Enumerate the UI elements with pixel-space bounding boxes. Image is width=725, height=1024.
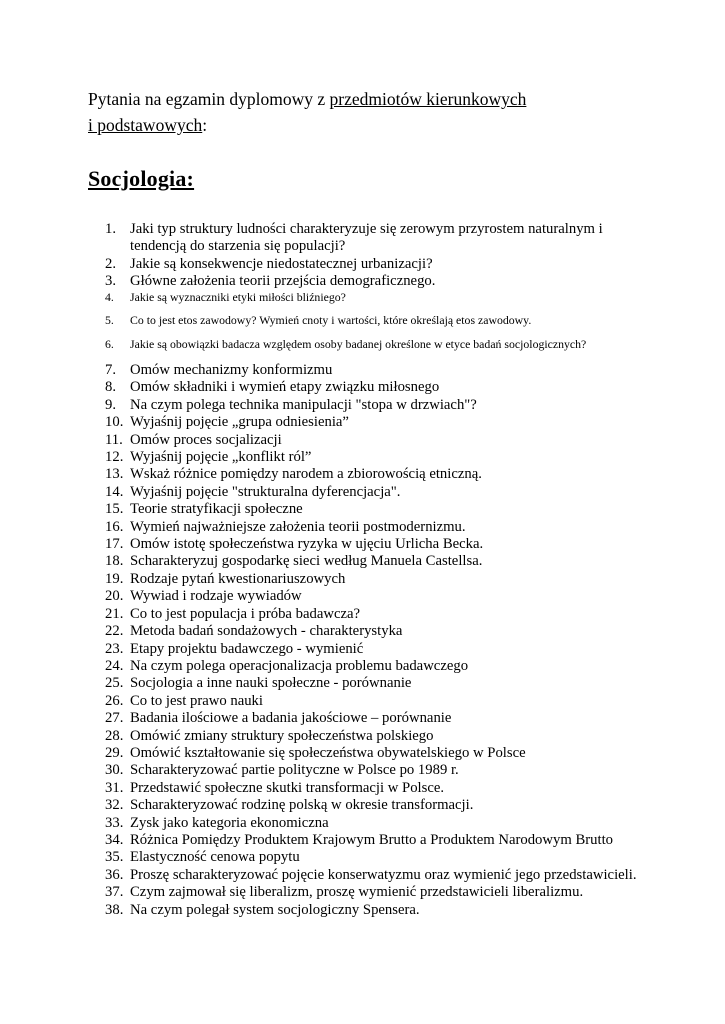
list-item-text: Zysk jako kategoria ekonomiczna [130,814,329,831]
list-item [105,623,655,640]
list-item [105,338,655,352]
list-item [105,606,655,623]
list-item-text: Badania ilościowe a badania jakościowe – porównanie [130,710,452,727]
list-item-number: 4. [105,289,114,304]
list-item-text: Jakie są obowiązki badacza względem osoby badanej określone w etyce badań socjologicznych? [130,337,587,352]
list-item [105,710,655,727]
list-item-number: 14. [105,483,124,500]
list-item-number: 12. [105,449,124,466]
list-item-number: 34. [105,831,124,848]
list-item-text: Socjologia a inne nauki społeczne - porównanie [130,675,412,692]
list-item-text: Co to jest prawo nauki [130,692,263,709]
list-item-text: Omów mechanizmy konformizmu [130,362,333,379]
list-item-text: Omów proces socjalizacji [130,431,282,448]
list-item-text: Jakie są wyznaczniki etyki miłości bliźniego? [130,289,346,304]
list-item-number: 8. [105,379,117,396]
list-item-number: 23. [105,640,124,657]
list-item-number: 36. [105,866,124,883]
page-title [88,86,655,138]
list-item-text: Omówić kształtowanie się społeczeństwa obywatelskiego w Polsce [130,744,526,761]
list-item-number: 1. [105,221,117,237]
list-item-number: 31. [105,779,124,796]
list-item-text: Rodzaje pytań kwestionariuszowych [130,570,346,587]
list-item-text: Elastyczność cenowa popytu [130,849,300,866]
list-item-number: 37. [105,884,124,901]
list-item-number: 16. [105,518,124,535]
list-item-text: Różnica Pomiędzy Produktem Krajowym Brutto a Produktem Narodowym Brutto [130,831,613,848]
list-item [105,273,655,290]
list-item-text: Omów składniki i wymień etapy związku miłosnego [130,379,440,396]
list-item-text: Scharakteryzuj gospodarkę sieci według Manuela Castellsa. [130,553,483,570]
list-item [105,536,655,553]
list-item-text: Etapy projektu badawczego - wymienić [130,640,364,657]
list-item-number: 30. [105,762,124,779]
list-item [105,432,655,449]
list-item [105,832,655,849]
list-item [105,221,655,256]
list-item [105,780,655,797]
list-item-number: 13. [105,466,124,483]
list-item-text: Teorie stratyfikacji społeczne [130,501,303,518]
list-item-number: 20. [105,588,124,605]
list-item-text: Wskaż różnice pomiędzy narodem a zbiorowością etniczną. [130,466,482,483]
list-item-text: Jaki typ struktury ludności charakteryzuje się zerowym przyrostem naturalnym i tendencją do starzenia się populacji? [130,221,603,255]
list-item [105,849,655,866]
list-item-text: Scharakteryzować rodzinę polską w okresie transformacji. [130,797,474,814]
list-item-text: Wyjaśnij pojęcie „grupa odniesienia” [130,414,349,431]
list-item-text: Przedstawić społeczne skutki transformacji w Polsce. [130,779,445,796]
list-item-text: Jakie są konsekwencje niedostatecznej urbanizacji? [130,255,433,272]
list-item [105,501,655,518]
list-item-text: Wyjaśnij pojęcie „konflikt ról” [130,449,312,466]
list-item [105,762,655,779]
list-item-text: Co to jest populacja i próba badawcza? [130,605,361,622]
list-item-text: Omówić zmiany struktury społeczeństwa polskiego [130,727,434,744]
list-item-number: 9. [105,396,117,413]
list-item-text: Wyjaśnij pojęcie "strukturalna dyferencjacja". [130,483,401,500]
list-item-text: Metoda badań sondażowych - charakterystyka [130,623,403,640]
list-item [105,745,655,762]
list-item [105,553,655,570]
list-item [105,797,655,814]
list-item [105,256,655,273]
list-item [105,815,655,832]
list-item [105,658,655,675]
list-item [105,867,655,884]
list-item-number: 29. [105,744,124,761]
list-item-number: 5. [105,313,114,328]
list-item [105,449,655,466]
list-item-number: 18. [105,553,124,570]
list-item [105,379,655,396]
list-item-number: 19. [105,570,124,587]
list-item-number: 27. [105,710,124,727]
list-item [105,693,655,710]
list-item-number: 22. [105,623,124,640]
list-item-text: Scharakteryzować partie polityczne w Polsce po 1989 r. [130,762,459,779]
list-item [105,291,655,305]
list-item-number: 15. [105,501,124,518]
list-item-number: 25. [105,675,124,692]
list-item [105,466,655,483]
list-item-number: 38. [105,901,124,918]
list-item-number: 35. [105,849,124,866]
list-item-number: 11. [105,431,123,448]
list-item [105,588,655,605]
list-item-text: Wywiad i rodzaje wywiadów [130,588,302,605]
list-item-number: 3. [105,273,117,290]
list-item-number: 28. [105,727,124,744]
list-item-text: Na czym polegał system socjologiczny Spensera. [130,901,420,918]
list-item-number: 26. [105,692,124,709]
list-item [105,728,655,745]
list-item-number: 21. [105,605,124,622]
list-item-text: Proszę scharakteryzować pojęcie konserwatyzmu oraz wymienić jego przedstawicieli. [130,866,637,883]
list-item [105,397,655,414]
list-item-number: 6. [105,337,114,352]
list-item-text: Omów istotę społeczeństwa ryzyka w ujęciu Urlicha Becka. [130,536,484,553]
list-item [105,414,655,431]
list-item [105,484,655,501]
list-item-number: 24. [105,657,124,674]
list-item-number: 7. [105,362,117,379]
title-underlined-part-1: przedmiotów kierunkowych [329,89,527,109]
list-item [105,314,655,328]
list-item [105,884,655,901]
list-item-number: 2. [105,255,117,272]
list-item-text: Wymień najważniejsze założenia teorii postmodernizmu. [130,518,466,535]
list-item-number: 10. [105,414,124,431]
title-suffix: : [202,115,208,135]
list-item [105,519,655,536]
list-item [105,362,655,379]
list-item-text: Główne założenia teorii przejścia demograficznego. [130,273,436,290]
list-item-number: 17. [105,536,124,553]
section-heading: Socjologia: [88,166,195,191]
title-underlined-part-2: i podstawowych [88,115,203,135]
list-item [105,675,655,692]
list-item-number: 33. [105,814,124,831]
list-item [105,641,655,658]
question-list [105,221,655,919]
list-item-text: Czym zajmował się liberalizm, proszę wymienić przedstawicieli liberalizmu. [130,884,584,901]
title-prefix: Pytania na egzamin dyplomowy z [88,89,330,109]
list-item-text: Na czym polega technika manipulacji "stopa w drzwiach"? [130,396,477,413]
list-item [105,902,655,919]
list-item-text: Co to jest etos zawodowy? Wymień cnoty i wartości, które określają etos zawodowy. [130,313,532,328]
list-item-text: Na czym polega operacjonalizacja problemu badawczego [130,657,469,674]
list-item [105,571,655,588]
list-item-number: 32. [105,797,124,814]
